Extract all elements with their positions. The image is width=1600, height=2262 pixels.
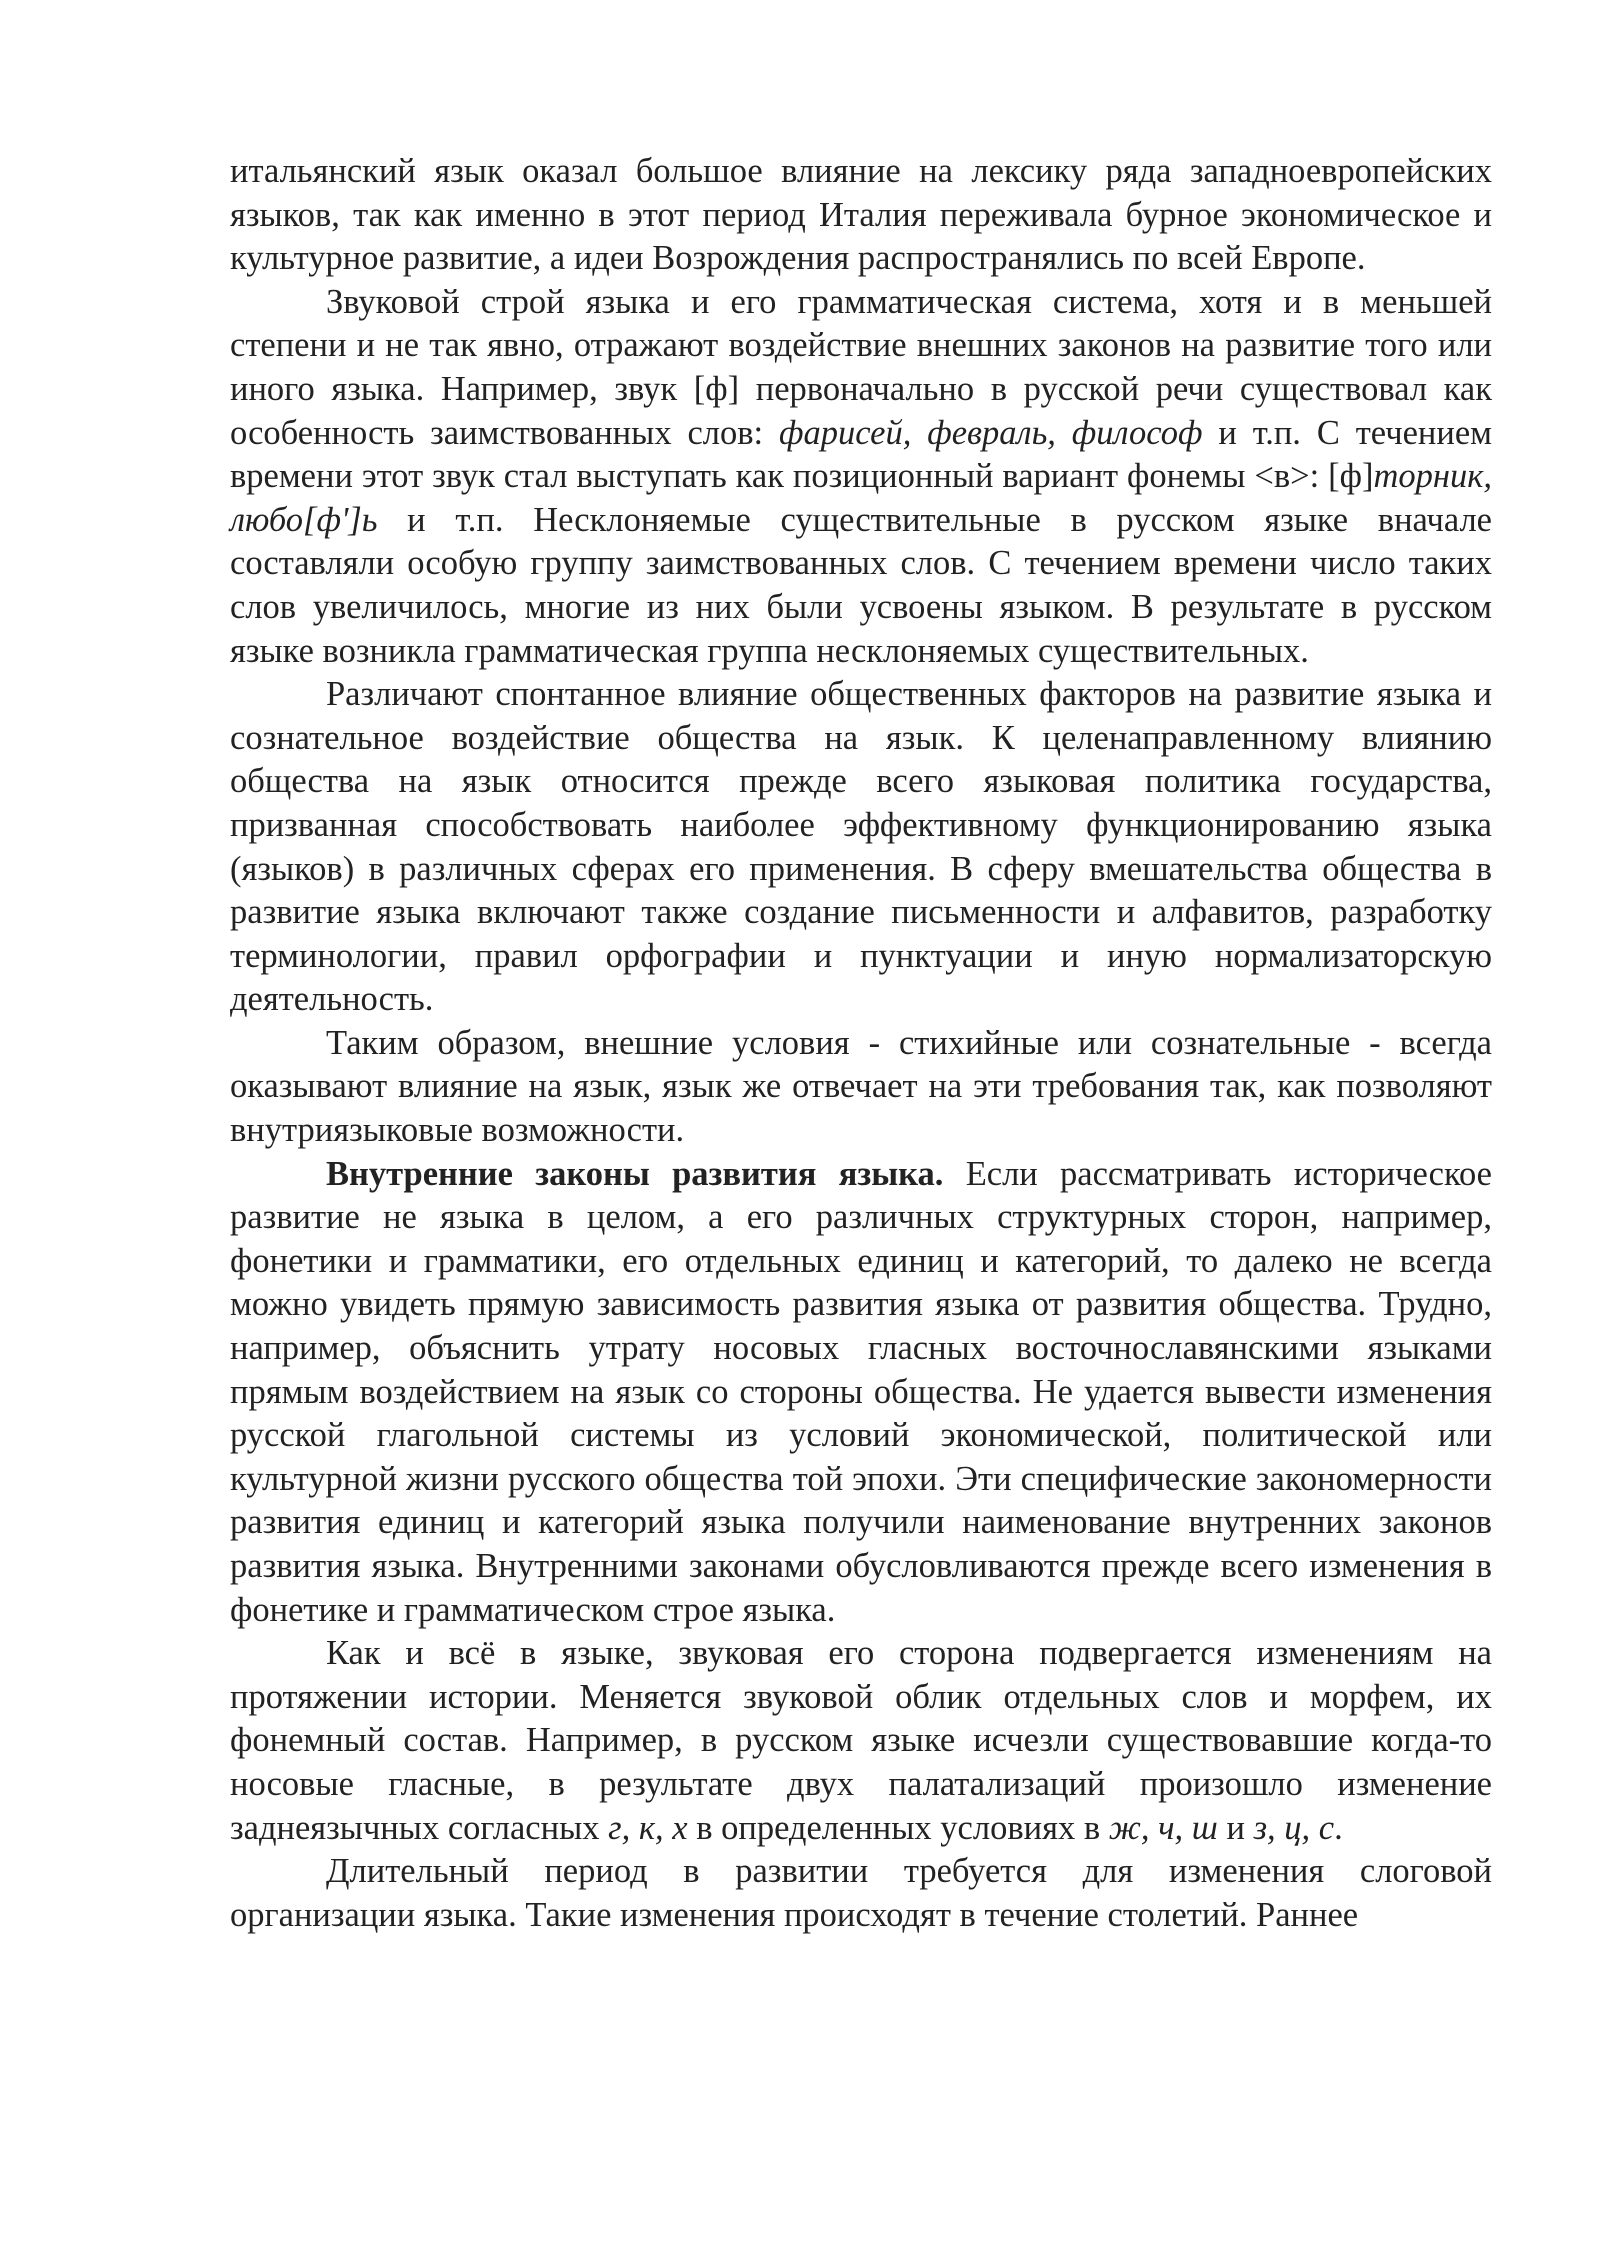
paragraph-text: в определенных условиях в: [687, 1808, 1109, 1847]
paragraph-text: .: [1334, 1808, 1343, 1847]
italic-example-text: ж, ч, ш: [1108, 1808, 1218, 1847]
paragraph-text: и т.п. С течением времени этот звук стал выступать как позиционный вариант фонемы <в>: [ф]: [230, 413, 1492, 496]
italic-example-text: з, ц, с: [1253, 1808, 1335, 1847]
italic-example-text: г, к, х: [608, 1808, 688, 1847]
document-page: [230, 150, 1492, 1937]
italic-example-text: торник, любо[ф']ь: [230, 457, 1492, 539]
paragraph-text: Различают спонтанное влияние общественных факторов на развитие языка и сознательное воздействие общества на язык. К целенаправленному влиянию общества на язык относится прежде всего языковая политика государства, призванная способствовать наиболее эффективному функционированию языка (языков) в различных сферах его применения. В сферу вмешательства общества в развитие языка включают также создание письменности и алфавитов, разработку терминологии, правил орфографии и пунктуации и иную нормализаторскую деятельность.: [230, 675, 1492, 1019]
paragraph: [230, 150, 1492, 281]
paragraph: [230, 1022, 1492, 1153]
paragraph-text: Таким образом, внешние условия - стихийные или сознательные - всегда оказывают влияние на язык, язык же отвечает на эти требования так, как позволяют внутриязыковые возможности.: [230, 1023, 1492, 1150]
italic-example-text: фарисей, февраль, философ: [779, 413, 1203, 452]
paragraph: [230, 1632, 1492, 1850]
paragraph-text: Звуковой строй языка и его грамматическая система, хотя и в меньшей степени и не так явно, отражают воздействие внешних законов на развитие того или иного языка. Например, звук [ф] первоначально в русской речи существовал как особенность заимствованных слов:: [230, 282, 1492, 452]
paragraph-text: и: [1217, 1808, 1254, 1847]
bold-heading-text: Внутренние законы развития языка.: [326, 1154, 944, 1193]
paragraph-text: и т.п. Несклоняемые существительные в русском языке вначале составляли особую группу заимствованных слов. С течением времени число таких слов увеличилось, многие из них были усвоены языком. В результате в русском языке возникла грамматическая группа несклоняемых существительных.: [230, 500, 1492, 670]
paragraph-text: Длительный период в развитии требуется для изменения слоговой организации языка. Такие изменения происходят в течение столетий. Раннее: [230, 1852, 1492, 1934]
paragraph: [230, 673, 1492, 1022]
paragraph: [230, 281, 1492, 673]
paragraph: [230, 1153, 1492, 1633]
paragraph: [230, 1850, 1492, 1937]
paragraph-text: итальянский язык оказал большое влияние на лексику ряда западноевропейских языков, так как именно в этот период Италия переживала бурное экономическое и культурное развитие, а идеи Возрождения распространялись по всей Европе.: [230, 152, 1492, 278]
paragraph-text: Как и всё в языке, звуковая его сторона подвергается изменениям на протяжении истории. Меняется звуковой облик отдельных слов и морфем, их фонемный состав. Например, в русском языке исчезли существовавшие когда-то носовые гласные, в результате двух палатализаций произошло изменение заднеязычных согласных: [230, 1634, 1492, 1847]
paragraph-text: Если рассматривать историческое развитие не языка в целом, а его различных структурных сторон, например, фонетики и грамматики, его отдельных единиц и категорий, то далеко не всегда можно увидеть прямую зависимость развития языка от развития общества. Трудно, например, объяснить утрату носовых гласных восточнославянскими языками прямым воздействием на язык со стороны общества. Не удается вывести изменения русской глагольной системы из условий экономической, политической или культурной жизни русского общества той эпохи. Эти специфические закономерности развития единиц и категорий языка получили наименование внутренних законов развития языка. Внутренними законами обусловливаются прежде всего изменения в фонетике и грамматическом строе языка.: [230, 1154, 1492, 1629]
